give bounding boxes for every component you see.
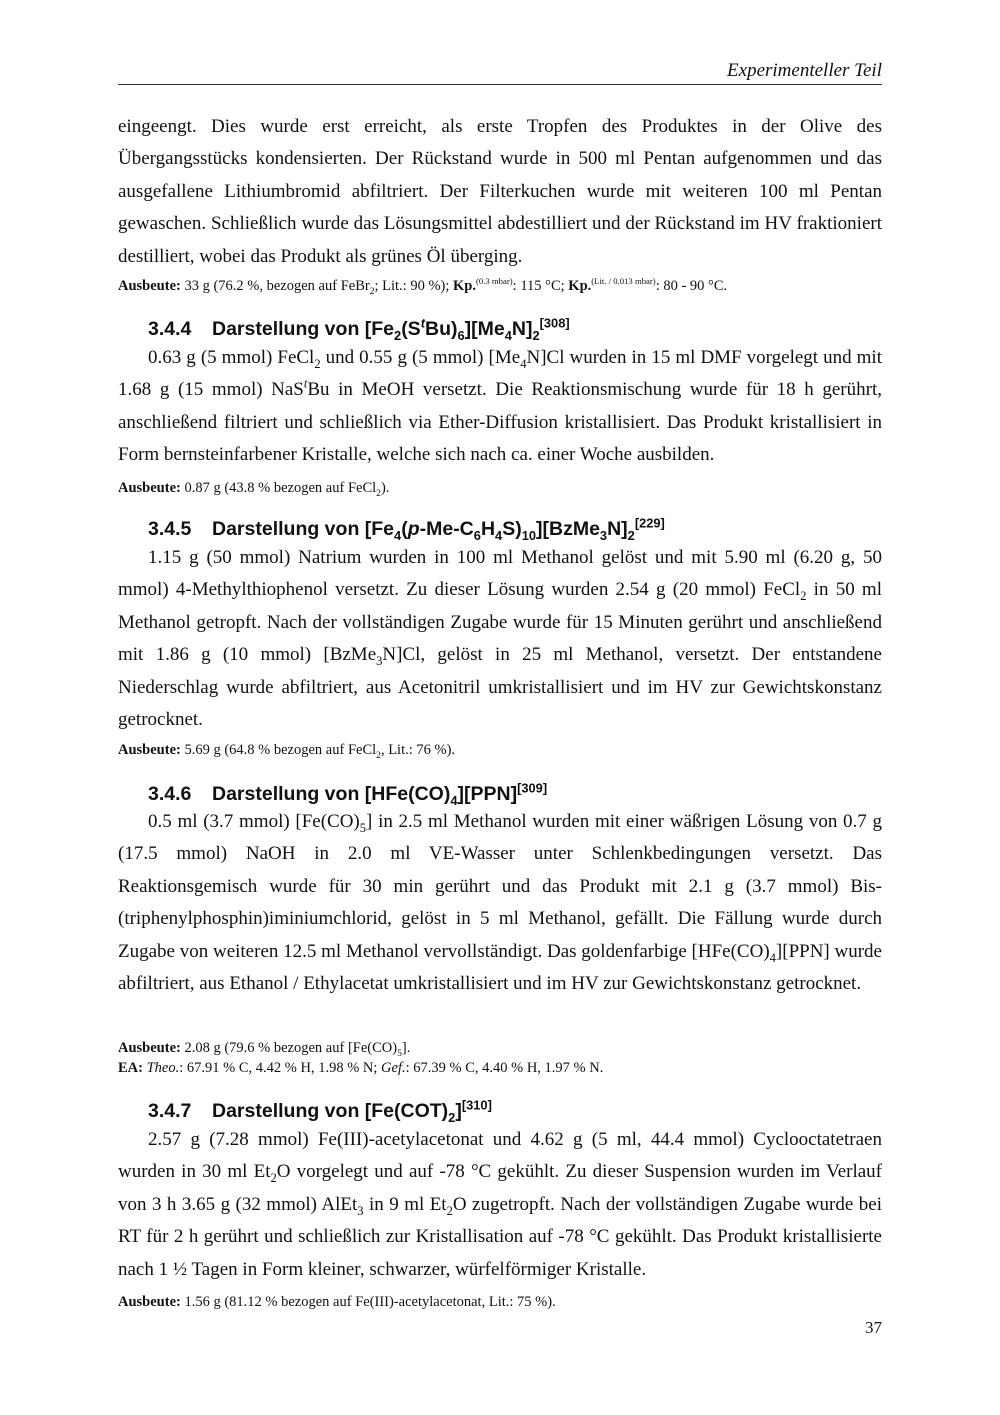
section-3-4-4-paragraph: 0.63 g (5 mmol) FeCl$_2$ und 0.55 g (5 mmol) $[Me_4N]Cl$ wurden in 15 ml DMF vorgelegt und mit 1.68 g (15 mmol) NaS$^t$Bu in MeOH versetzt. Die Reaktionsmischung wurde für 18 h gerührt, anschließend filtriert und schließlich via Ether-Diffusion kristallisiert. Das Produkt kristallisiert in Form bernsteinfarbener Kristalle, welche sich nach ca. einer Woche ausbilden. [118,347,882,466]
section-heading-3-4-5: 3.4.5 Darstellung von $[Fe_4(p-Me-C_6H_4S)_{10}][BzMe_3N]_2[229]$ [148,515,665,543]
header-rule [118,84,882,85]
section-3-4-4-yield: Ausbeute: 0.87 g (43.8 % bezogen auf FeCl$_2$). [118,480,390,499]
section-3-4-6-paragraph: 0.5 ml (3.7 mmol) $[Fe(CO)_5]$ in 2.5 ml Methanol wurden mit einer wäßrigen Lösung von 0.7 g (17.5 mmol) NaOH in 2.0 ml VE-Wasser unter Schlenkbedingungen versetzt. Das Reaktionsgemisch wurde für 30 min gerührt und das Produkt mit 2.1 g (3.7 mmol) Bis-(triphenylphosphin)iminiumchlorid, gelöst in 5 ml Methanol, gefällt. Die Fällung wurde durch Zugabe von weiteren 12.5 ml Methanol vervollständigt. Das goldenfarbige $[HFe(CO)_4][PPN]$ wurde abfiltriert, aus Ethanol / Ethylacetat umkristallisiert und im HV zur Gewichtskonstanz getrocknet. [118,811,882,995]
section-3-4-5-yield: Ausbeute: 5.69 g (64.8 % bezogen auf FeCl$_2$, Lit.: 76 %). [118,742,456,761]
intro-yield: Ausbeute: 33 g (76.2 %, bezogen auf FeBr$_2$; Lit.: 90 %); Kp.$^{(0.3 mbar)}$: 115 °C; Kp.$^{(Lit. / 0.013 mbar)}$: 80 - 90 °C. [118,276,728,297]
page-number: 37 [865,1318,882,1337]
section-heading-3-4-4: 3.4.4 Darstellung von $[Fe_2(S^tBu)_6][Me_4N]_2[308]$ [148,315,570,343]
section-heading-3-4-6: 3.4.6 Darstellung von $[HFe(CO)_4][PPN][309]$ [148,780,548,808]
intro-paragraph: eingeengt. Dies wurde erst erreicht, als erste Tropfen des Produktes in der Olive des Übergangsstücks kondensierten. Der Rückstand wurde in 500 ml Pentan aufgenommen und das ausgefallene Lithiumbromid abfiltriert. Der Filterkuchen wurde mit weiteren 100 ml Pentan gewaschen. Schließlich wurde das Lösungsmittel abdestilliert und der Rückstand im HV fraktioniert destilliert, wobei das Produkt als grünes Öl überging. [118,116,882,267]
section-3-4-6-yield: Ausbeute: 2.08 g (79.6 % bezogen auf $[Fe(CO)_5]$. [118,1040,411,1059]
section-3-4-5-paragraph: 1.15 g (50 mmol) Natrium wurden in 100 ml Methanol gelöst und mit 5.90 ml (6.20 g, 50 mmol) 4-Methylthiophenol versetzt. Zu dieser Lösung wurden 2.54 g (20 mmol) FeCl$_2$ in 50 ml Methanol getropft. Nach der vollständigen Zugabe wurde für 15 Minuten gerührt und anschließend mit 1.86 g (10 mmol) [BzMe$_3$N]Cl, gelöst in 25 ml Methanol, versetzt. Der entstandene Niederschlag wurde abfiltriert, aus Acetonitril umkristallisiert und im HV zur Gewichtskonstanz getrocknet. [118,547,882,731]
running-header: Experimenteller Teil [727,60,882,81]
section-3-4-7-paragraph: 2.57 g (7.28 mmol) Fe(III)-acetylacetonat und 4.62 g (5 ml, 44.4 mmol) Cyclooctatetraen wurden in 30 ml $Et_2O$ vorgelegt und auf -78 °C gekühlt. Zu dieser Suspension wurden im Verlauf von 3 h 3.65 g (32 mmol) AlEt$_3$ in 9 ml $Et_2O$ zugetropft. Nach der vollständigen Zugabe wurde bei RT für 2 h gerührt und schließlich zur Kristallisation auf -78 °C gekühlt. Das Produkt kristallisierte nach 1 ½ Tagen in Form kleiner, schwarzer, würfelförmiger Kristalle. [118,1129,882,1280]
section-3-4-6-elemental-analysis: EA: Theo.: 67.91 % C, 4.42 % H, 1.98 % N; Gef.: 67.39 % C, 4.40 % H, 1.97 % N. [118,1060,604,1076]
section-3-4-7-yield: Ausbeute: 1.56 g (81.12 % bezogen auf Fe(III)-acetylacetonat, Lit.: 75 %). [118,1294,556,1310]
section-heading-3-4-7: 3.4.7 Darstellung von $[Fe(COT)_2][310]$ [148,1097,492,1125]
yield-label: Ausbeute: [118,278,181,294]
